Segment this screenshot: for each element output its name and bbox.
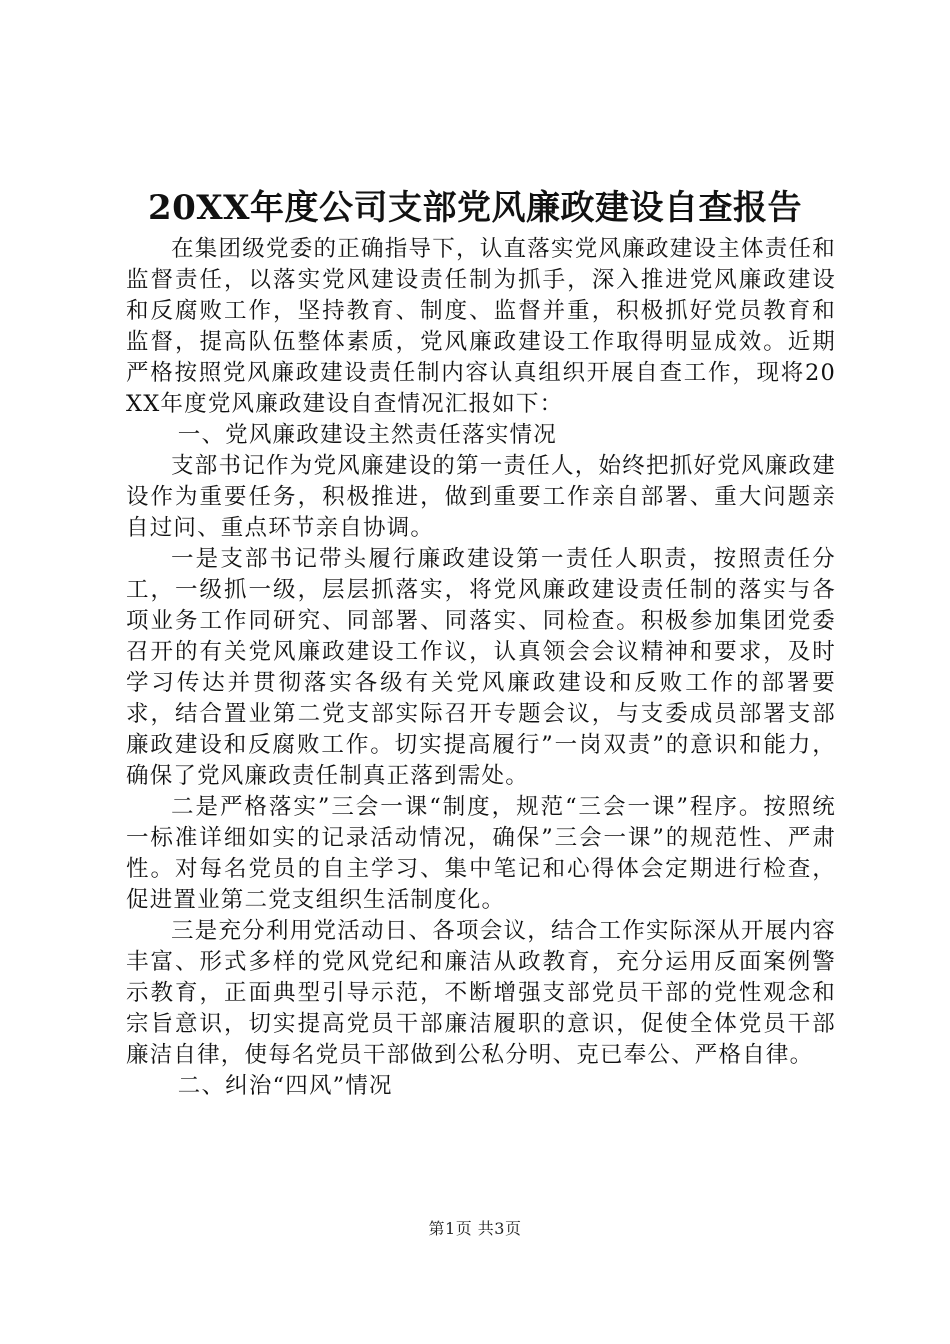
- document-body: [126, 234, 836, 1102]
- page-footer: 第1页 共3页: [428, 1219, 522, 1238]
- section-heading-1: 一、党风廉政建设主然责任落实情况: [177, 422, 557, 448]
- document-title: 20XX年度公司支部党风廉政建设自查报告: [147, 188, 803, 228]
- section-1-paragraph-3: 二是严格落实”三会一课“制度，规范“三会一课”程序。按照统一标准详细如实的记录活动情况，确保”三会一课”的规范性、严肃性。对每名党员的自主学习、集中笔记和心得体会定期进行检查，促进置业第二党支组织生活制度化。: [126, 794, 836, 913]
- section-1-paragraph-4: 三是充分利用党活动日、各项会议，结合工作实际深从开展内容丰富、形式多样的党风党纪和廉洁从政教育，充分运用反面案例警示教育，正面典型引导示范，不断增强支部党员干部的党性观念和宗旨意识，切实提高党员干部廉洁履职的意识，促使全体党员干部廉洁自律，使每名党员干部做到公私分明、克已奉公、严格自律。: [126, 918, 836, 1068]
- section-1-paragraph-2: 一是支部书记带头履行廉政建设第一责任人职责，按照责任分工，一级抓一级，层层抓落实，将党风廉政建设责任制的落实与各项业务工作同研究、同部署、同落实、同检查。积极参加集团党委召开的有关党风廉政建设工作议，认真领会会议精神和要求，及时学习传达并贯彻落实各级有关党风廉政建设和反败工作的部署要求，结合置业第二党支部实际召开专题会议，与支委成员部署支部廉政建设和反腐败工作。切实提高履行”一岗双责”的意识和能力，确保了党风廉政责任制真正落到需处。: [126, 546, 836, 789]
- section-1-paragraph-1: 支部书记作为党风廉建设的第一责任人，始终把抓好党风廉政建设作为重要任务，积极推进，做到重要工作亲自部署、重大问题亲自过问、重点环节亲自协调。: [126, 453, 836, 541]
- intro-paragraph: 在集团级党委的正确指导下，认直落实党风廉政建设主体责任和监督责任，以落实党风建设责任制为抓手，深入推进党风廉政建设和反腐败工作，坚持教育、制度、监督并重，积极抓好党员教育和监督，提高队伍整体素质，党风廉政建设工作取得明显成效。近期严格按照党风廉政建设责任制内容认真组织开展自查工作，现将20XX年度党风廉政建设自查情况汇报如下：: [126, 236, 836, 417]
- section-heading-2: 二、纠治“四风”情况: [177, 1073, 393, 1099]
